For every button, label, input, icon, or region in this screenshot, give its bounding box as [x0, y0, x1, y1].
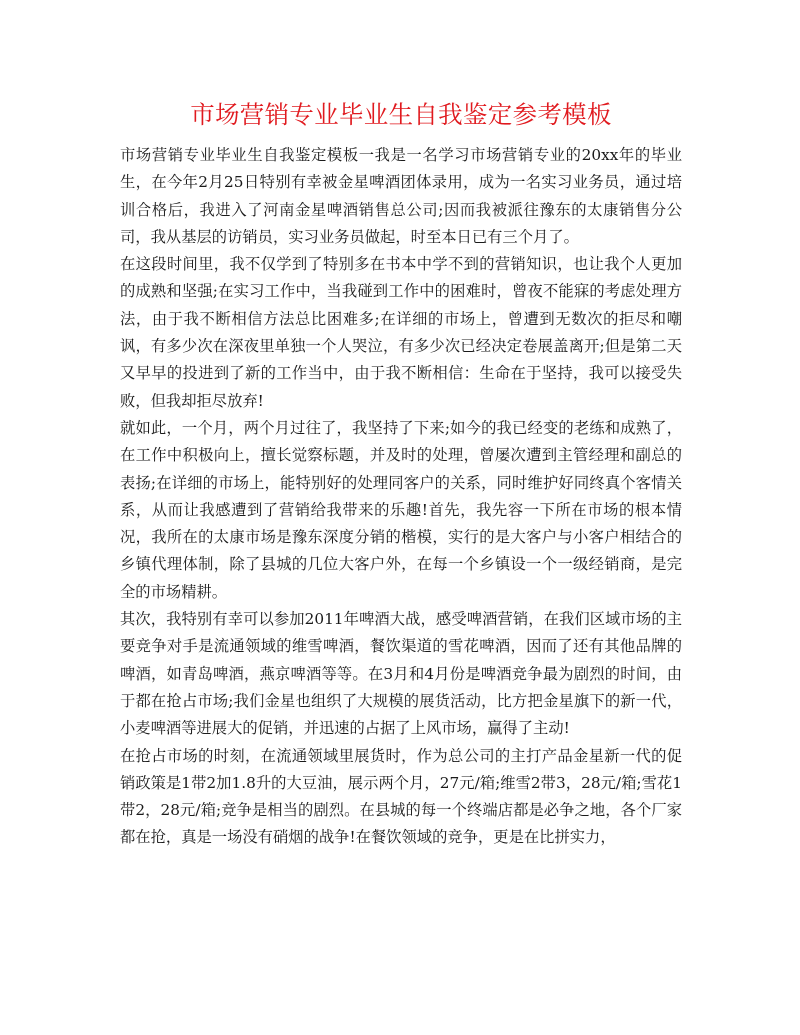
- paragraph-intro: 市场营销专业毕业生自我鉴定模板一我是一名学习市场营销专业的20xx年的毕业生，在今年2月25日特别有幸被金星啤酒团体录用，成为一名实习业务员，通过培训合格后，我进入了河南金星啤酒销售总公司;因而我被派往豫东的太康销售分公司，我从基层的访销员，实习业务员做起，时至本日已有三个月了。: [120, 146, 682, 246]
- paragraph-promotion: 在抢占市场的时刻，在流通领域里展货时，作为总公司的主打产品金星新一代的促销政策是1带2加1.8升的大豆油，展示两个月，27元/箱;维雪2带3，28元/箱;雪花1带2，28元/箱;竞争是相当的剧烈。在县城的每一个终端店都是必争之地，各个厂家都在抢，真是一场没有硝烟的战争!在餐饮领域的竞争，更是在比拼实力，: [120, 746, 682, 847]
- paragraph-growth: 就如此，一个月，两个月过往了，我坚持了下来;如今的我已经变的老练和成熟了，在工作中积极向上，擅长觉察标题，并及时的处理，曾屡次遭到主管经理和副总的表扬;在详细的市场上，能特别好的处理同客户的关系，同时维护好同终真个客情关系，从而让我感遭到了营销给我带来的乐趣!首先，我先容一下所在市场的根本情况，我所在的太康市场是豫东深度分销的楷模，实行的是大客户与小客户相结合的乡镇代理体制，除了县城的几位大客户外，在每一个乡镇设一个一级经销商，是完全的市场精耕。: [120, 418, 682, 601]
- document-title: 市场营销专业毕业生自我鉴定参考模板: [190, 100, 612, 129]
- paragraph-competition: 其次，我特别有幸可以参加2011年啤酒大战，感受啤酒营销，在我们区域市场的主要竞争对手是流通领域的维雪啤酒，餐饮渠道的雪花啤酒，因而了还有其他品牌的啤酒，如青岛啤酒，燕京啤酒等等。在3月和4月份是啤酒竞争最为剧烈的时间，由于都在抢占市场;我们金星也组织了大规模的展货活动，比方把金星旗下的新一代，小麦啤酒等进展大的促销，并迅速的占据了上风市场，赢得了主动!: [120, 610, 682, 738]
- paragraph-learning: 在这段时间里，我不仅学到了特别多在书本中学不到的营销知识，也让我个人更加的成熟和坚强;在实习工作中，当我碰到工作中的困难时，曾夜不能寐的考虑处理方法，由于我不断相信方法总比困难多;在详细的市场上，曾遭到无数次的拒尽和嘲讽，有多少次在深夜里单独一个人哭泣，有多少次已经决定卷展盖离开;但是第二天又早早的投进到了新的工作当中，由于我不断相信：生命在于坚持，我可以接受失败，但我却拒尽放弃!: [120, 255, 682, 410]
